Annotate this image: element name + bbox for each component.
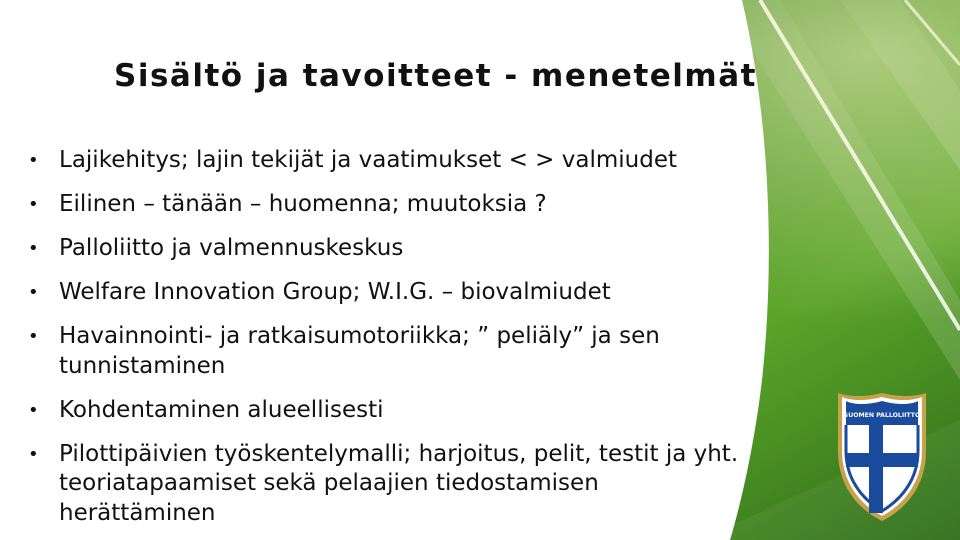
bullet-item: • Kohdentaminen alueellisesti xyxy=(28,396,758,426)
svg-text:SUOMEN PALLOLIITTO: SUOMEN PALLOLIITTO xyxy=(843,412,921,419)
bullet-item: • Eilinen – tänään – huomenna; muutoksia ? xyxy=(28,190,758,220)
bullet-item: • Pilottipäivien työskentelymalli; harjoitus, pelit, testit ja yht. teoriatapaamiset sekä pelaajien tiedostamisen herättäminen xyxy=(28,440,758,529)
bullet-item: • Palloliitto ja valmennuskeskus xyxy=(28,234,758,264)
bullet-item: • Lajikehitys; lajin tekijät ja vaatimukset < > valmiudet xyxy=(28,146,758,176)
bullet-item: • Welfare Innovation Group; W.I.G. – biovalmiudet xyxy=(28,278,758,308)
bullet-list xyxy=(28,146,758,540)
bullet-item: • Havainnointi- ja ratkaisumotoriikka; ” peliäly” ja sen tunnistaminen xyxy=(28,322,758,381)
slide-title: Sisältö ja tavoitteet - menetelmät xyxy=(114,58,757,94)
suomen-palloliitto-logo xyxy=(836,391,928,523)
